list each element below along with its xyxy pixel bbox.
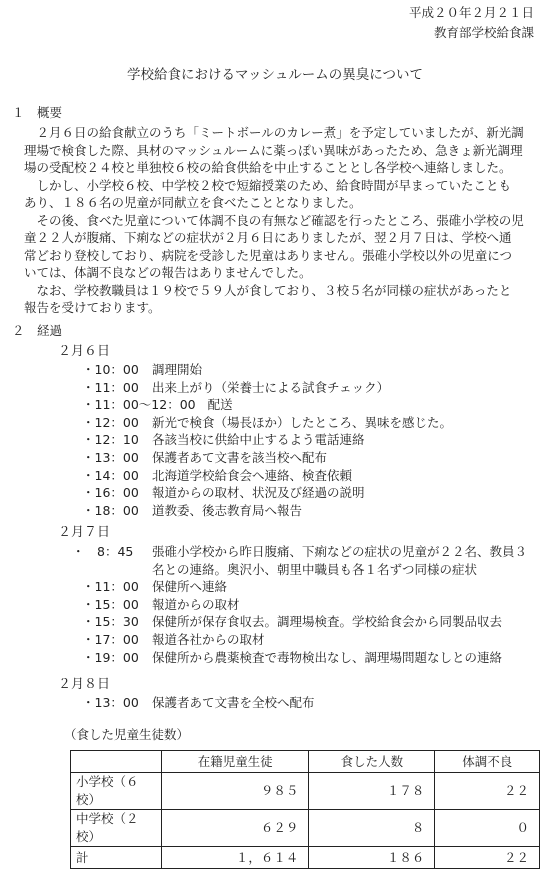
table-row: [71, 773, 540, 810]
event-time: ・12：00: [82, 414, 139, 430]
timeline-event: [72, 649, 536, 667]
timeline-event: [82, 431, 532, 449]
table-cell: ０: [435, 810, 540, 847]
timeline-event: [82, 396, 532, 414]
event-time: ・16：00: [82, 485, 139, 501]
timeline-event: [82, 502, 532, 520]
event-time: ・11：00: [82, 579, 139, 595]
timeline-day-2: [72, 543, 536, 666]
event-description: 保健所から農薬検査で毒物検出なし、調理場問題なしとの連絡: [152, 649, 503, 665]
event-time: ・10：00: [82, 362, 139, 377]
event-time: ・17：00: [82, 631, 139, 647]
timeline-event: [72, 543, 536, 578]
event-description: 道教委、後志教育局へ報告: [152, 502, 303, 518]
timeline-event: [72, 631, 536, 649]
event-description: 報道からの取材、状況及び経過の説明: [152, 485, 365, 501]
overview-paragraph: その後、食べた児童について体調不良の有無など確認を行ったところ、張碓小学校の児 童２２人が腹痛、下痢などの症状が２月６日にありましたが、翌２月７日は、学校へ通 常どおり登校しており、病院を受診した児童はありません。張碓小学校以外の児童につ いては、体調不良などの報告はありませんでした。: [24, 212, 524, 280]
event-description: 張碓小学校から昨日腹痛、下痢などの症状の児童が２２名、教員３ 名との連絡。奥沢小、朝里中職員も各１名ずつ同様の症状: [152, 544, 528, 577]
table-header-row: [71, 751, 540, 773]
timeline-day-3: [82, 694, 532, 712]
table-cell: ２２: [435, 773, 540, 810]
event-time: ・12：10: [82, 432, 139, 448]
overview-paragraph: ２月６日の給食献立のうち「ミートボールのカレー煮」を予定していましたが、新光調 理場で検食した際、具材のマッシュルームに薬っぽい異味があったため、急きょ新光調理 場の受配校２４校と単独校６校の給食供給を中止することとし各学校へ連絡しました。: [24, 125, 524, 175]
timeline-event: [82, 484, 532, 502]
event-description: 新光で検食（場長ほか）したところ、異味を感じた。: [152, 414, 453, 430]
table-header-cell: 体調不良: [435, 751, 540, 773]
issuing-department: 教育部学校給食課: [433, 25, 534, 40]
event-time: ・ 8：45: [72, 544, 134, 559]
event-time: ・18：00: [82, 502, 139, 518]
event-description: 保護者あて文書を該当校へ配布: [152, 449, 328, 465]
document-date: 平成２０年２月２１日: [408, 5, 534, 20]
timeline-event: [72, 613, 536, 631]
table-header-cell: 食した人数: [309, 751, 435, 773]
event-time: ・15：00: [82, 596, 139, 612]
timeline-event: [82, 449, 532, 467]
day-label: ２月６日: [58, 344, 111, 359]
event-description: 北海道学校給食会へ連絡、検査依頼: [152, 467, 353, 483]
event-time: ・13：00: [82, 449, 139, 465]
table-header-cell: [71, 751, 162, 773]
timeline-event: [82, 379, 532, 397]
table-cell: 小学校（６校）: [71, 773, 162, 810]
table-row: [71, 847, 540, 869]
section-timeline-heading: ２ 経過: [12, 323, 63, 338]
event-description: 調理開始: [152, 362, 203, 377]
table-cell: ６２９: [162, 810, 309, 847]
timeline-event: [82, 694, 532, 712]
document-title: 学校給食におけるマッシュルームの異臭について: [127, 67, 423, 83]
timeline-event: [82, 414, 532, 432]
event-description: 各該当校に供給中止するよう電話連絡: [152, 432, 365, 448]
table-cell: ２２: [435, 847, 540, 869]
event-time: ・11：00〜12：00: [82, 397, 196, 413]
event-description: 報道からの取材: [152, 596, 240, 612]
overview-body: [24, 124, 534, 317]
event-time: ・14：00: [82, 467, 139, 483]
table-cell: １，６１４: [162, 847, 309, 869]
event-time: ・13：00: [82, 695, 139, 710]
table-cell: ８: [309, 810, 435, 847]
overview-paragraph: しかし、小学校６校、中学校２校で短縮授業のため、給食時間が早まっていたことも あり、１８６名の児童が同献立を食べたこととなりました。: [24, 177, 512, 210]
table-header-cell: 在籍児童生徒: [162, 751, 309, 773]
students-ate-table: [70, 750, 540, 869]
event-time: ・19：00: [82, 649, 139, 665]
timeline-event: [72, 596, 536, 614]
event-description: 保護者あて文書を全校へ配布: [152, 695, 315, 710]
section-overview-heading: １ 概要: [12, 105, 63, 120]
timeline-event: [82, 467, 532, 485]
event-time: ・15：30: [82, 614, 139, 630]
timeline-event: [82, 361, 532, 379]
table-cell: ９８５: [162, 773, 309, 810]
table-cell: １８６: [309, 847, 435, 869]
event-time: ・11：00: [82, 379, 139, 395]
overview-paragraph: なお、学校教職員は１９校で５９人が食しており、３校５名が同様の症状があったと 報告を受けております。: [24, 282, 512, 315]
day-label: ２月７日: [58, 525, 111, 540]
table-row: [71, 810, 540, 847]
table-cell: 中学校（２校）: [71, 810, 162, 847]
event-description: 報道各社からの取材: [152, 631, 265, 647]
table-cell: １７８: [309, 773, 435, 810]
timeline-event: [72, 578, 536, 596]
event-description: 配送: [207, 397, 233, 413]
day-label: ２月８日: [58, 677, 111, 692]
timeline-day-1: [82, 361, 532, 519]
event-description: 保健所へ連絡: [152, 579, 228, 595]
event-description: 出来上がり（栄養士による試食チェック）: [152, 379, 390, 395]
table-caption: （食した児童生徒数）: [64, 727, 190, 742]
table-cell: 計: [71, 847, 162, 869]
event-description: 保健所が保存食収去。調理場検査。学校給食会から同製品収去: [152, 614, 503, 630]
